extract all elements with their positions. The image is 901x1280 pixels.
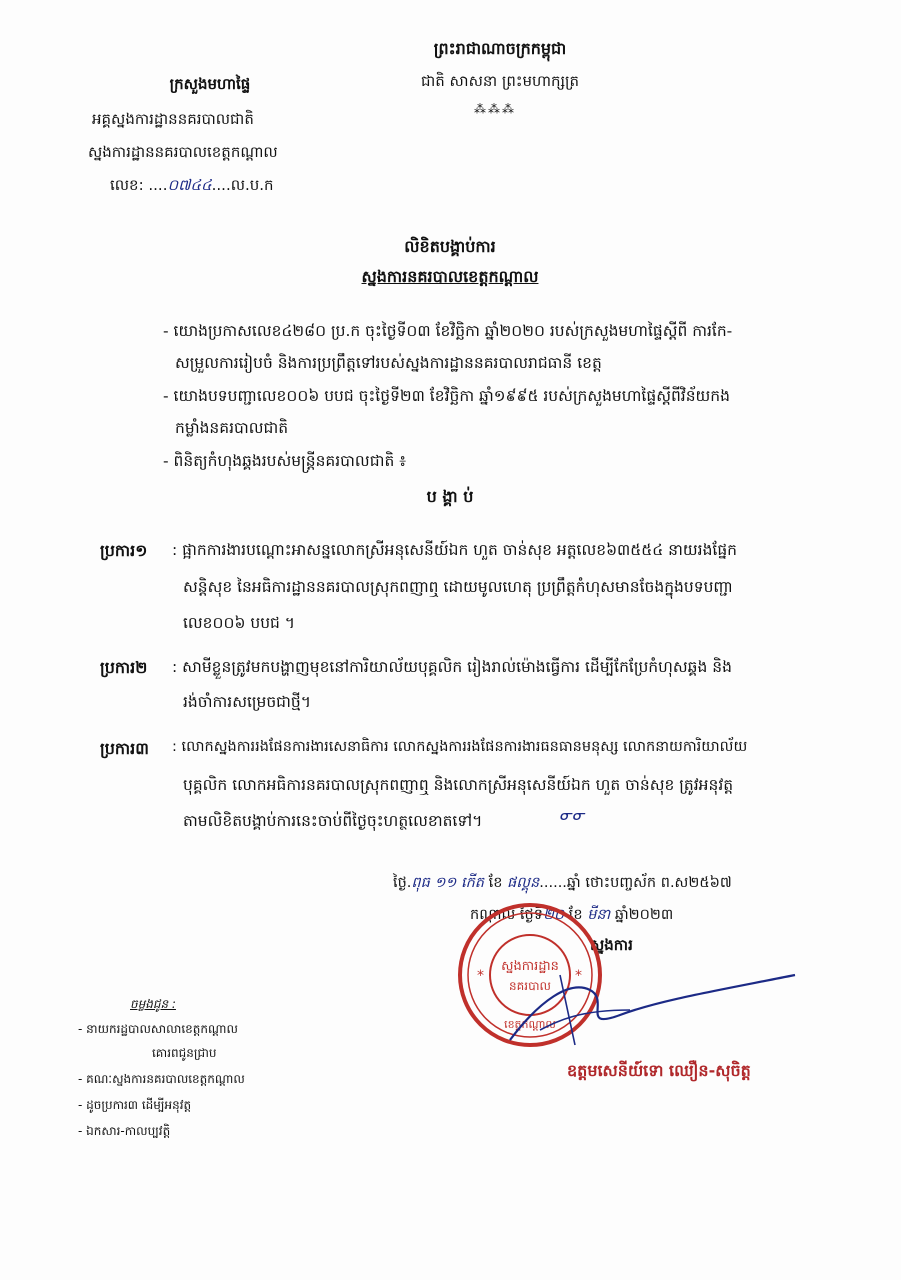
solar-prefix: កណ្តាល ថ្ងៃទី [470,907,543,923]
provincial-commissariat: ស្នងការដ្ឋាននគរបាលខេត្តកណ្តាល [88,143,278,161]
reference-line-1: - យោងប្រកាសលេខ៤២៨០ ប្រ.ក ចុះថ្ងៃទី០៣ ខែវិច្ឆិកា ឆ្នាំ២០២០ របស់ក្រសួងមហាផ្ទៃស្តីពី ការកែ- [163,322,733,340]
seal-star-left: * [477,968,484,984]
recipient-item-1: - នាយករដ្ឋបាលសាលាខេត្តកណ្តាល [78,1022,238,1036]
reference-line-2: សម្រួលការរៀបចំ និងការប្រព្រឹត្តទៅរបស់ស្នងការដ្ឋាននគរបាលរាជធានី ខេត្ត [175,354,602,372]
lunar-suffix: ......ឆ្នាំ ថោះបញ្ចស័ក ព.ស២៥៦៧ [539,875,732,891]
article-3-label: ប្រការ៣ [100,739,149,758]
article-1-line-2: សន្តិសុខ នៃអធិការដ្ឋាននគរបាលស្រុកពញាឮ ដោយមូលហេតុ ប្រព្រឹត្តកំហុសមានចែងក្នុងបទបញ្ជា [183,578,733,596]
kingdom-title: ព្រះរាជាណាចក្រកម្ពុជា [433,39,567,58]
reference-line-5: - ពិនិត្យកំហុងឆ្គងរបស់មន្ត្រីនគរបាលជាតិ ៖ [163,452,407,470]
recipients-heading: ចម្លងជូន : [130,997,176,1011]
solar-suffix: ឆ្នាំ២០២៣ [614,907,674,923]
lunar-day-handwritten: ពុធ ១១ កើត [411,875,485,891]
reference-line-3: - យោងបទបញ្ជាលេខ០០៦ បបជ ចុះថ្ងៃទី២៣ ខែវិច្ឆិកា ឆ្នាំ១៩៩៥ របស់ក្រសួងមហាផ្ទៃស្តីពីវិន័យកង [163,387,730,405]
recipient-item-3: - គណៈស្នងការនគរបាលខេត្តកណ្តាល [78,1072,245,1086]
lunar-prefix: ថ្ងៃ. [393,875,412,891]
article-1-line-3: លេខ០០៦ បបជ ។ [183,614,296,632]
recipient-item-2: គោរពជូនជ្រាប [152,1046,217,1060]
initials-mark: ᓂᓂ [560,806,586,824]
lunar-mid: ខែ [488,875,503,891]
reference-number [110,176,274,198]
ministry-name: ក្រសួងមហាផ្ទៃ [169,75,251,93]
order-heading: ប ង្គា ប់ [426,487,474,506]
recipient-item-5: - ឯកសារ-កាលប្បវត្តិ [78,1124,171,1138]
article-3-line-2: បុគ្គលិក លោកអធិការនគរបាលស្រុកពញាឮ និងលោកស្រីអនុសេនីយ៍ឯក ហួត ចាន់សុខ ត្រូវអនុវត្ត [183,776,734,794]
signer-title: ស្នងការ [590,936,633,954]
general-commissariat: អគ្គស្នងការដ្ឋាននគរបាលជាតិ [92,110,254,128]
article-3-line-3: តាមលិខិតបង្គាប់ការនេះចាប់ពីថ្ងៃចុះហត្ថលេខាតទៅ។ [183,812,483,830]
ref-suffix: ....ល.ប.ក [211,176,274,194]
seal-text-center: ស្នងការដ្ឋាន [501,959,559,974]
seal-text-center-2: នគរបាល [509,979,551,993]
article-1-label: ប្រការ១ [100,541,148,560]
seal-star-right: * [575,968,582,984]
ref-number-handwritten: ០៧៤៤ [167,176,212,194]
solar-month-handwritten: មីនា [587,907,611,923]
article-2-line-1: : សាមីខ្លួនត្រូវមកបង្ហាញមុខនៅការិយាល័យបុគ្គលិក រៀងរាល់ម៉ោងធ្វើការ ដើម្បីកែប្រែកំហុសឆ្គង និង [172,658,732,676]
article-1-line-1: : ផ្អាកការងារបណ្តោះអាសន្នលោកស្រីអនុសេនីយ៍ឯក ហួត ចាន់សុខ អត្តលេខ៦៣៥៥៤ នាយរងផ្នែក [172,541,738,559]
national-motto: ជាតិ សាសនា ព្រះមហាក្សត្រ [420,72,580,90]
lunar-month-handwritten: ផល្គុន [507,875,540,891]
reference-line-4: កម្លាំងនគរបាលជាតិ [175,419,289,437]
recipient-item-4: - ដូចប្រការ៣ ដើម្បីអនុវត្ត [78,1098,192,1112]
motto-divider: ⁂⁂⁂ [474,102,516,116]
article-3-line-1: : លោកស្នងការរងផែនការងារសេនាធិការ លោកស្នងការរងផែនការងារធនធានមនុស្ស លោកនាយការិយាល័យ [172,739,748,755]
lunar-date [393,874,732,895]
ref-prefix: លេខ: .... [110,176,168,194]
solar-mid: ខែ [568,907,583,923]
article-2-line-2: រង់ចាំការសម្រេចជាថ្មី។ [183,693,311,711]
signer-name: ឧត្តមសេនីយ៍ទោ ឈឿន-សុចិត្ត [567,1061,751,1080]
article-2-label: ប្រការ២ [100,658,148,677]
handwritten-signature [500,960,800,1050]
document-title: លិខិតបង្គាប់ការ [404,237,496,256]
seal-text-bottom: ខេត្តកណ្តាល [504,1018,556,1031]
document-issuer: ស្នងការនគរបាលខេត្តកណ្តាល [361,267,539,286]
solar-day-handwritten: ២០ [542,907,565,923]
